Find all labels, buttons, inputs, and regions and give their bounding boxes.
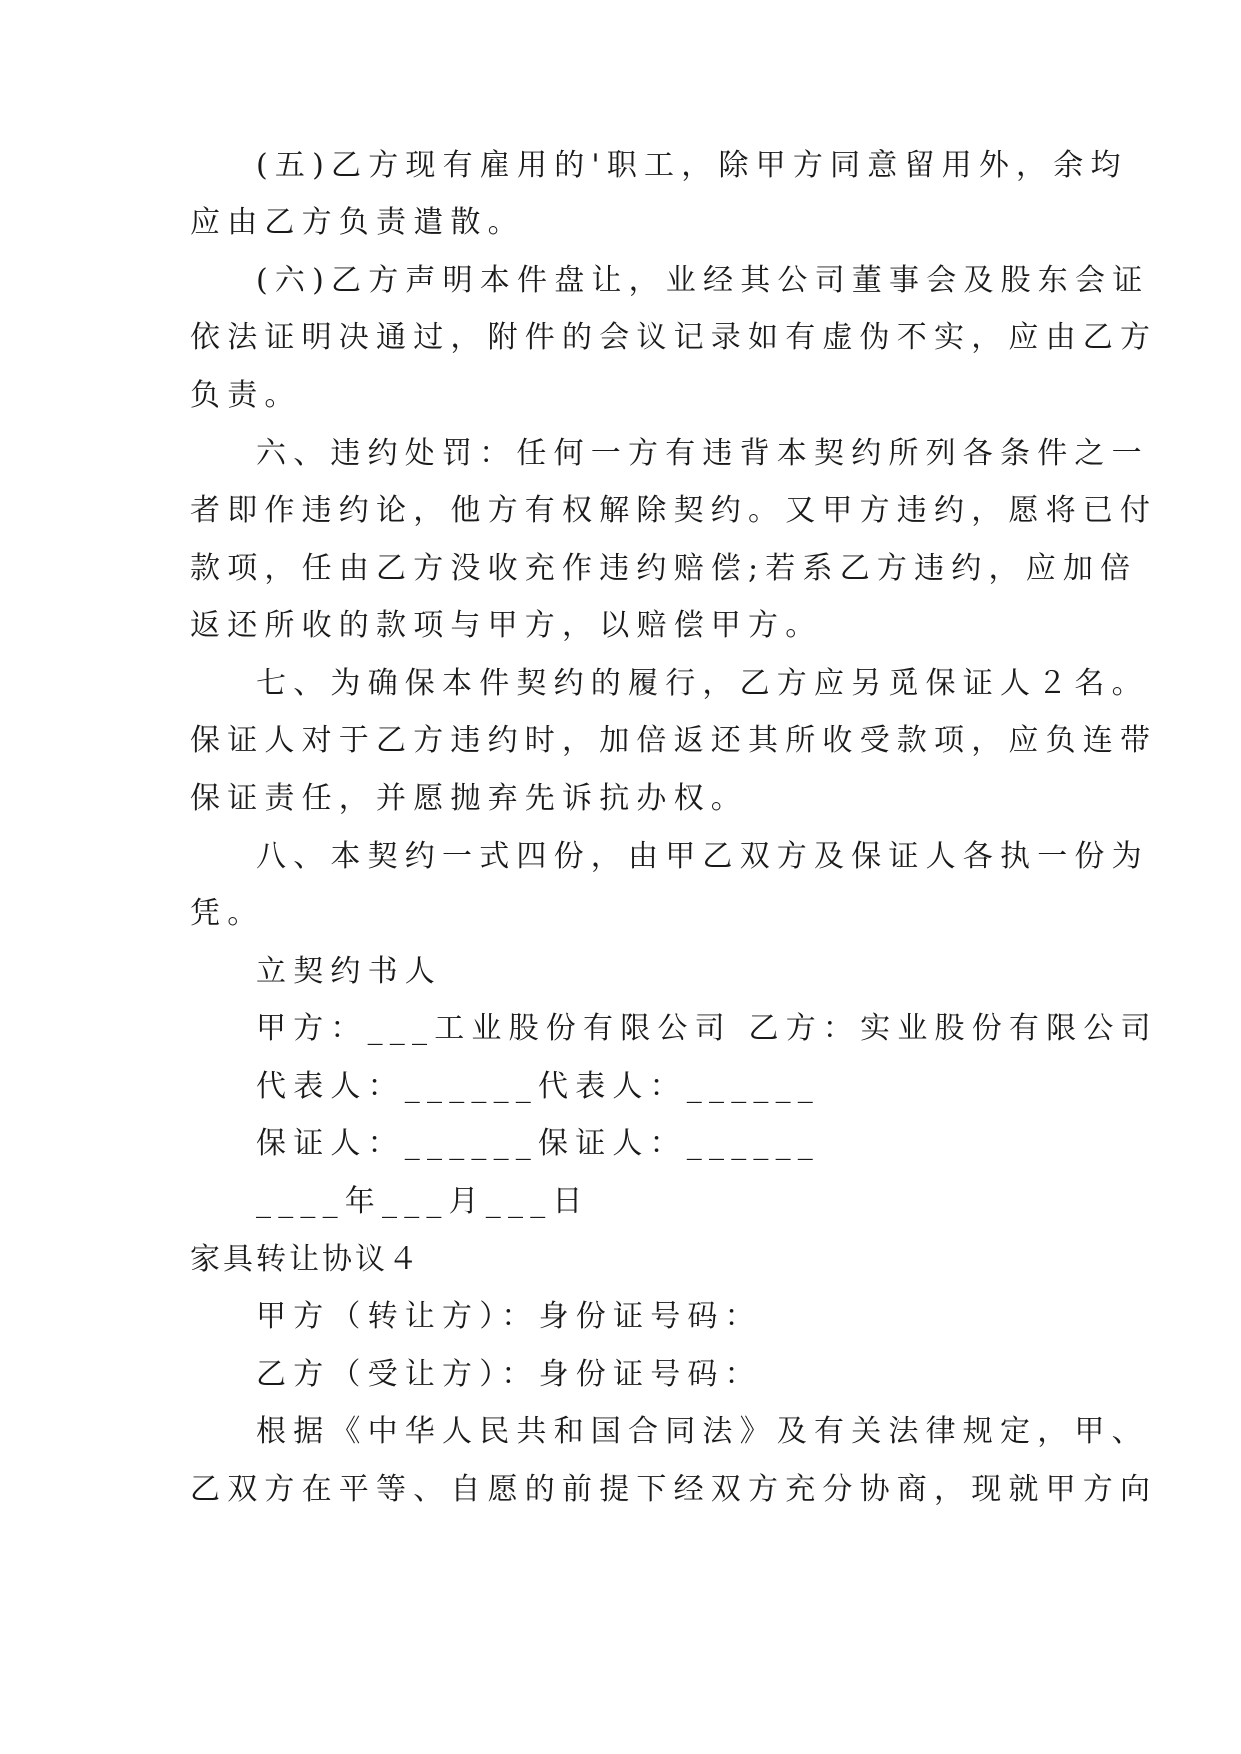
date-line: ____年___月___日 (256, 1184, 590, 1219)
paragraph-line: 凭。 (190, 896, 265, 931)
paragraph-line: 七、为确保本件契约的履行，乙方应另觅保证人２名。 (256, 666, 1149, 701)
party-names-line: 甲方：___工业股份有限公司 乙方：实业股份有限公司 (256, 1011, 1158, 1046)
signatories-label: 立契约书人 (256, 954, 442, 989)
paragraph-line: 乙双方在平等、自愿的前提下经双方充分协商，现就甲方向 (190, 1472, 1158, 1507)
paragraph-line: 根据《中华人民共和国合同法》及有关法律规定，甲、 (256, 1414, 1149, 1449)
representative-line: 代表人：______代表人：______ (256, 1069, 820, 1104)
paragraph-line: 负责。 (190, 378, 302, 413)
paragraph-line: 返还所收的款项与甲方，以赔偿甲方。 (190, 608, 823, 643)
paragraph-line: (六)乙方声明本件盘让，业经其公司董事会及股东会证 (256, 263, 1150, 298)
paragraph-line: 依法证明决通过，附件的会议记录如有虚伪不实，应由乙方 (190, 320, 1158, 355)
paragraph-line: 保证责任，并愿抛弃先诉抗办权。 (190, 781, 748, 816)
paragraph-line: 八、本契约一式四份，由甲乙双方及保证人各执一份为 (256, 839, 1149, 874)
party-b-line: 乙方（受让方）：身份证号码： (256, 1357, 762, 1392)
party-a-line: 甲方（转让方）：身份证号码： (256, 1299, 762, 1334)
paragraph-line: 六、违约处罚：任何一方有违背本契约所列各条件之一 (256, 436, 1149, 471)
paragraph-line: 款项，任由乙方没收充作违约赔偿;若系乙方违约，应加倍 (190, 551, 1138, 586)
paragraph-line: 应由乙方负责遣散。 (190, 205, 525, 240)
paragraph-line: (五)乙方现有雇用的'职工，除甲方同意留用外，余均 (256, 148, 1128, 183)
paragraph-line: 者即作违约论，他方有权解除契约。又甲方违约，愿将已付 (190, 493, 1158, 528)
section-heading: 家具转让协议４ (190, 1242, 421, 1277)
paragraph-line: 保证人对于乙方违约时，加倍返还其所收受款项，应负连带 (190, 723, 1158, 758)
guarantor-line: 保证人：______保证人：______ (256, 1126, 820, 1161)
